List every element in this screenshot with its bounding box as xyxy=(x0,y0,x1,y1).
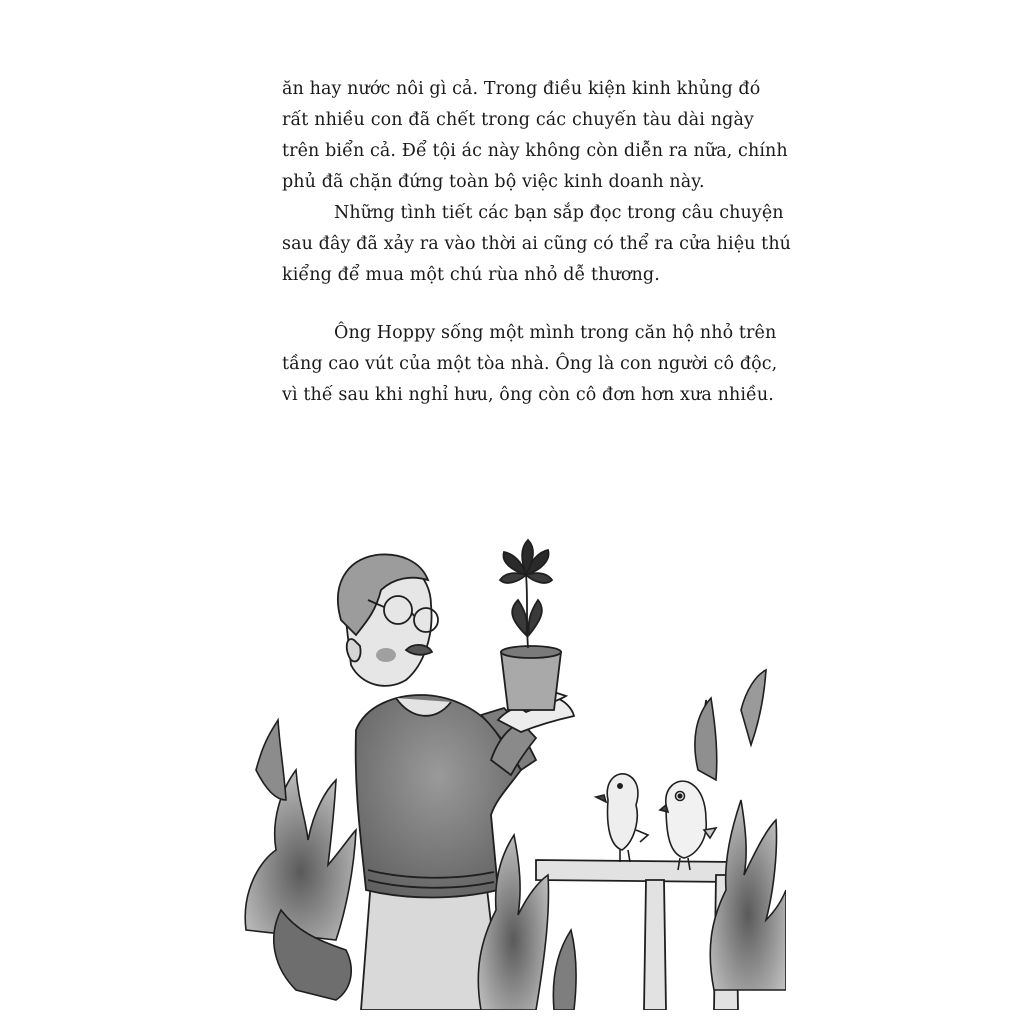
text-paragraphs-top xyxy=(282,74,792,291)
text-line: tầng cao vút của một tòa nhà. Ông là con người cô độc, xyxy=(282,354,778,374)
flower-pot xyxy=(500,540,561,710)
bird-left xyxy=(596,774,648,862)
left-bush xyxy=(245,720,356,1000)
text-line: ăn hay nước nôi gì cả. Trong điều kiện kinh khủng đó xyxy=(282,79,761,99)
illustration-old-man-with-flower xyxy=(236,470,786,1010)
text-line: trên biển cả. Để tội ác này không còn diễn ra nữa, chính xyxy=(282,141,788,161)
text-line: Ông Hoppy sống một mình trong căn hộ nhỏ trên xyxy=(334,323,777,343)
text-line: kiểng để mua một chú rùa nhỏ dễ thương. xyxy=(282,265,660,285)
text-line: Những tình tiết các bạn sắp đọc trong câu chuyện xyxy=(334,203,784,223)
bird-right xyxy=(660,781,716,870)
text-line: rất nhiều con đã chết trong các chuyến tàu dài ngày xyxy=(282,110,754,130)
text-paragraph-hoppy xyxy=(282,318,778,411)
text-line: phủ đã chặn đứng toàn bộ việc kinh doanh này. xyxy=(282,172,705,192)
text-line: vì thế sau khi nghỉ hưu, ông còn cô đơn hơn xưa nhiều. xyxy=(282,385,774,405)
text-line: sau đây đã xảy ra vào thời ai cũng có thể ra cửa hiệu thú xyxy=(282,234,792,254)
